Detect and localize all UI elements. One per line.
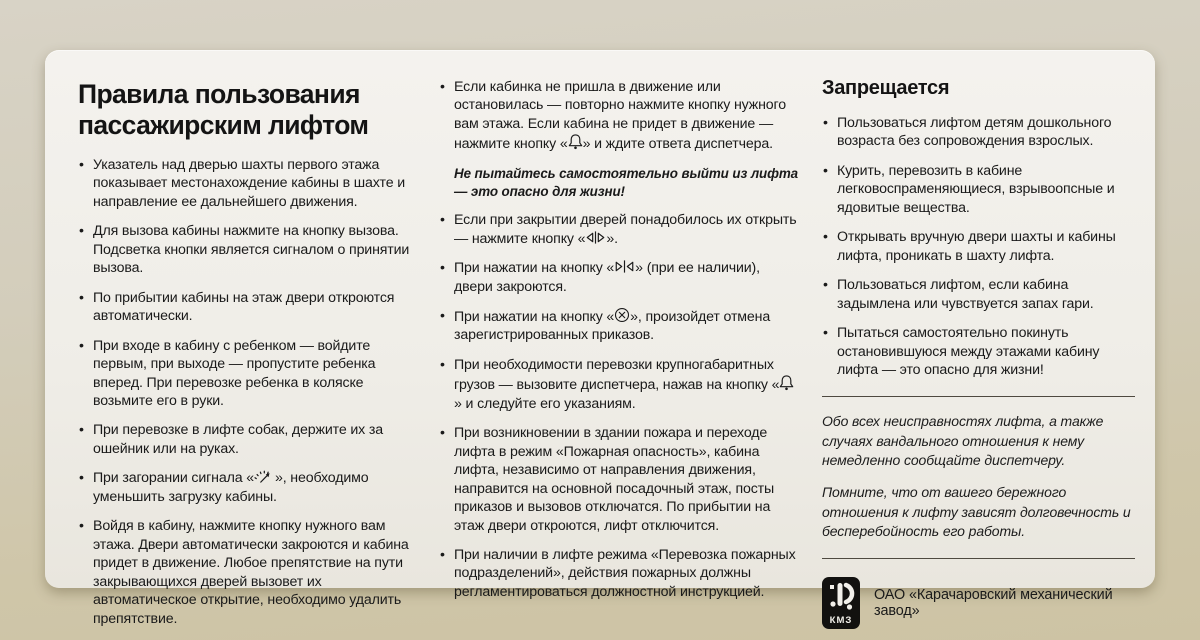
list-item: • При возникновении в здании пожара и переходе лифта в режим «Пожарная опасность», кабина лифта, независимо от направления движения, направится на основной посадочный этаж, посты приказов и вызовов отключатся. По прибытии на этаж двери откроются, лифт отключится.: [439, 424, 799, 535]
poster-card: [45, 50, 1155, 627]
bell-icon: [568, 133, 583, 150]
notice-paragraph-2: Помните, что от вашего бережного отношения к лифту зависят долговечность и бесперебойность его работы.: [822, 484, 1131, 539]
door-close-icon: [614, 259, 635, 274]
bell-icon: [779, 374, 794, 391]
rules-list-middle: [439, 78, 799, 601]
list-item: • Если при закрытии дверей понадобилось их открыть — нажмите кнопку « ».: [439, 211, 799, 248]
list-item: • При нажатии на кнопку « » (при ее наличии), двери закроются.: [439, 259, 799, 296]
kmz-logo: [822, 577, 860, 629]
rules-list-left: [78, 156, 416, 628]
manufacturer-footer: [822, 577, 1135, 629]
right-column: [822, 74, 1135, 639]
list-item: • По прибытии кабины на этаж двери откроются автоматически.: [78, 289, 416, 326]
list-item: • При необходимости перевозки крупногабаритных грузов — вызовите диспетчера, нажав на кнопку «» и следуйте его указаниям.: [439, 356, 799, 413]
list-item: • При наличии в лифте режима «Перевозка пожарных подразделений», действия пожарных должны регламентироваться должностной инструкцией.: [439, 546, 799, 601]
list-item: • Указатель над дверью шахты первого этажа показывает местонахождение кабины в шахте и направление ее дальнейшего движения.: [78, 156, 416, 211]
list-item: • Пользоваться лифтом детям дошкольного возраста без сопровождения взрослых.: [822, 114, 1135, 151]
divider-top: [822, 396, 1135, 397]
notice-paragraph-1: Обо всех неисправностях лифта, а также случаях вандального отношения к нему немедленно сообщайте диспетчеру.: [822, 413, 1104, 469]
list-item: • Пытаться самостоятельно покинуть остановившуюся между этажами кабину лифта — это опасно для жизни!: [822, 324, 1135, 379]
list-item: • Если кабинка не пришла в движение или остановилась — повторно нажмите кнопку нужного вам этажа. Если кабина не придет в движение — нажмите кнопку « » и ждите ответа диспетчера.: [439, 78, 799, 154]
list-item: • Пользоваться лифтом, если кабина задымлена или чувствуется запах гари.: [822, 276, 1135, 313]
middle-column: [439, 74, 799, 639]
list-item: • Открывать вручную двери шахты и кабины лифта, проникать в шахту лифта.: [822, 228, 1135, 265]
list-item: • Войдя в кабину, нажмите кнопку нужного вам этажа. Двери автоматически закроются и кабина придет в движение. Любое препятствие на пути закрывающихся дверей вызовет их автоматическое открытие, необходимо удалить препятствие.: [78, 517, 416, 628]
list-item: • Курить, перевозить в кабине легковоспраменяющиеся, взрывоопсные и ядовитые вещества.: [822, 162, 1135, 217]
list-item: • При загорании сигнала « », необходимо уменьшить загрузку кабины.: [78, 469, 416, 506]
divider-bottom: [822, 558, 1135, 559]
list-item: • Для вызова кабины нажмите на кнопку вызова. Подсветка кнопки является сигналом о принятии вызова.: [78, 222, 416, 277]
list-item: • При перевозке в лифте собак, держите их за ошейник или на руках.: [78, 421, 416, 458]
list-item: • При нажатии на кнопку « », произойдет отмена зарегистрированных приказов.: [439, 307, 799, 345]
prohibited-heading: Запрещается: [822, 77, 950, 99]
list-item: • При входе в кабину с ребенком — войдите первым, при выходе — пропустите ребенка вперед. При перевозке ребенка в коляске возьмите его в руки.: [78, 337, 416, 411]
door-open-icon: [585, 230, 606, 245]
svg-text:КМЗ: КМЗ: [829, 615, 853, 627]
cancel-icon: [614, 307, 630, 323]
notice-block: [822, 412, 1135, 541]
gauge-icon: [254, 469, 275, 484]
left-column: [78, 74, 416, 639]
warning-note: Не пытайтесь самостоятельно выйти из лифта — это опасно для жизни!: [454, 165, 799, 199]
page-title: Правила пользования пассажирским лифтом: [78, 79, 369, 140]
company-name: ОАО «Карачаровский механический завод»: [874, 587, 1113, 620]
prohibited-list: [822, 114, 1135, 379]
